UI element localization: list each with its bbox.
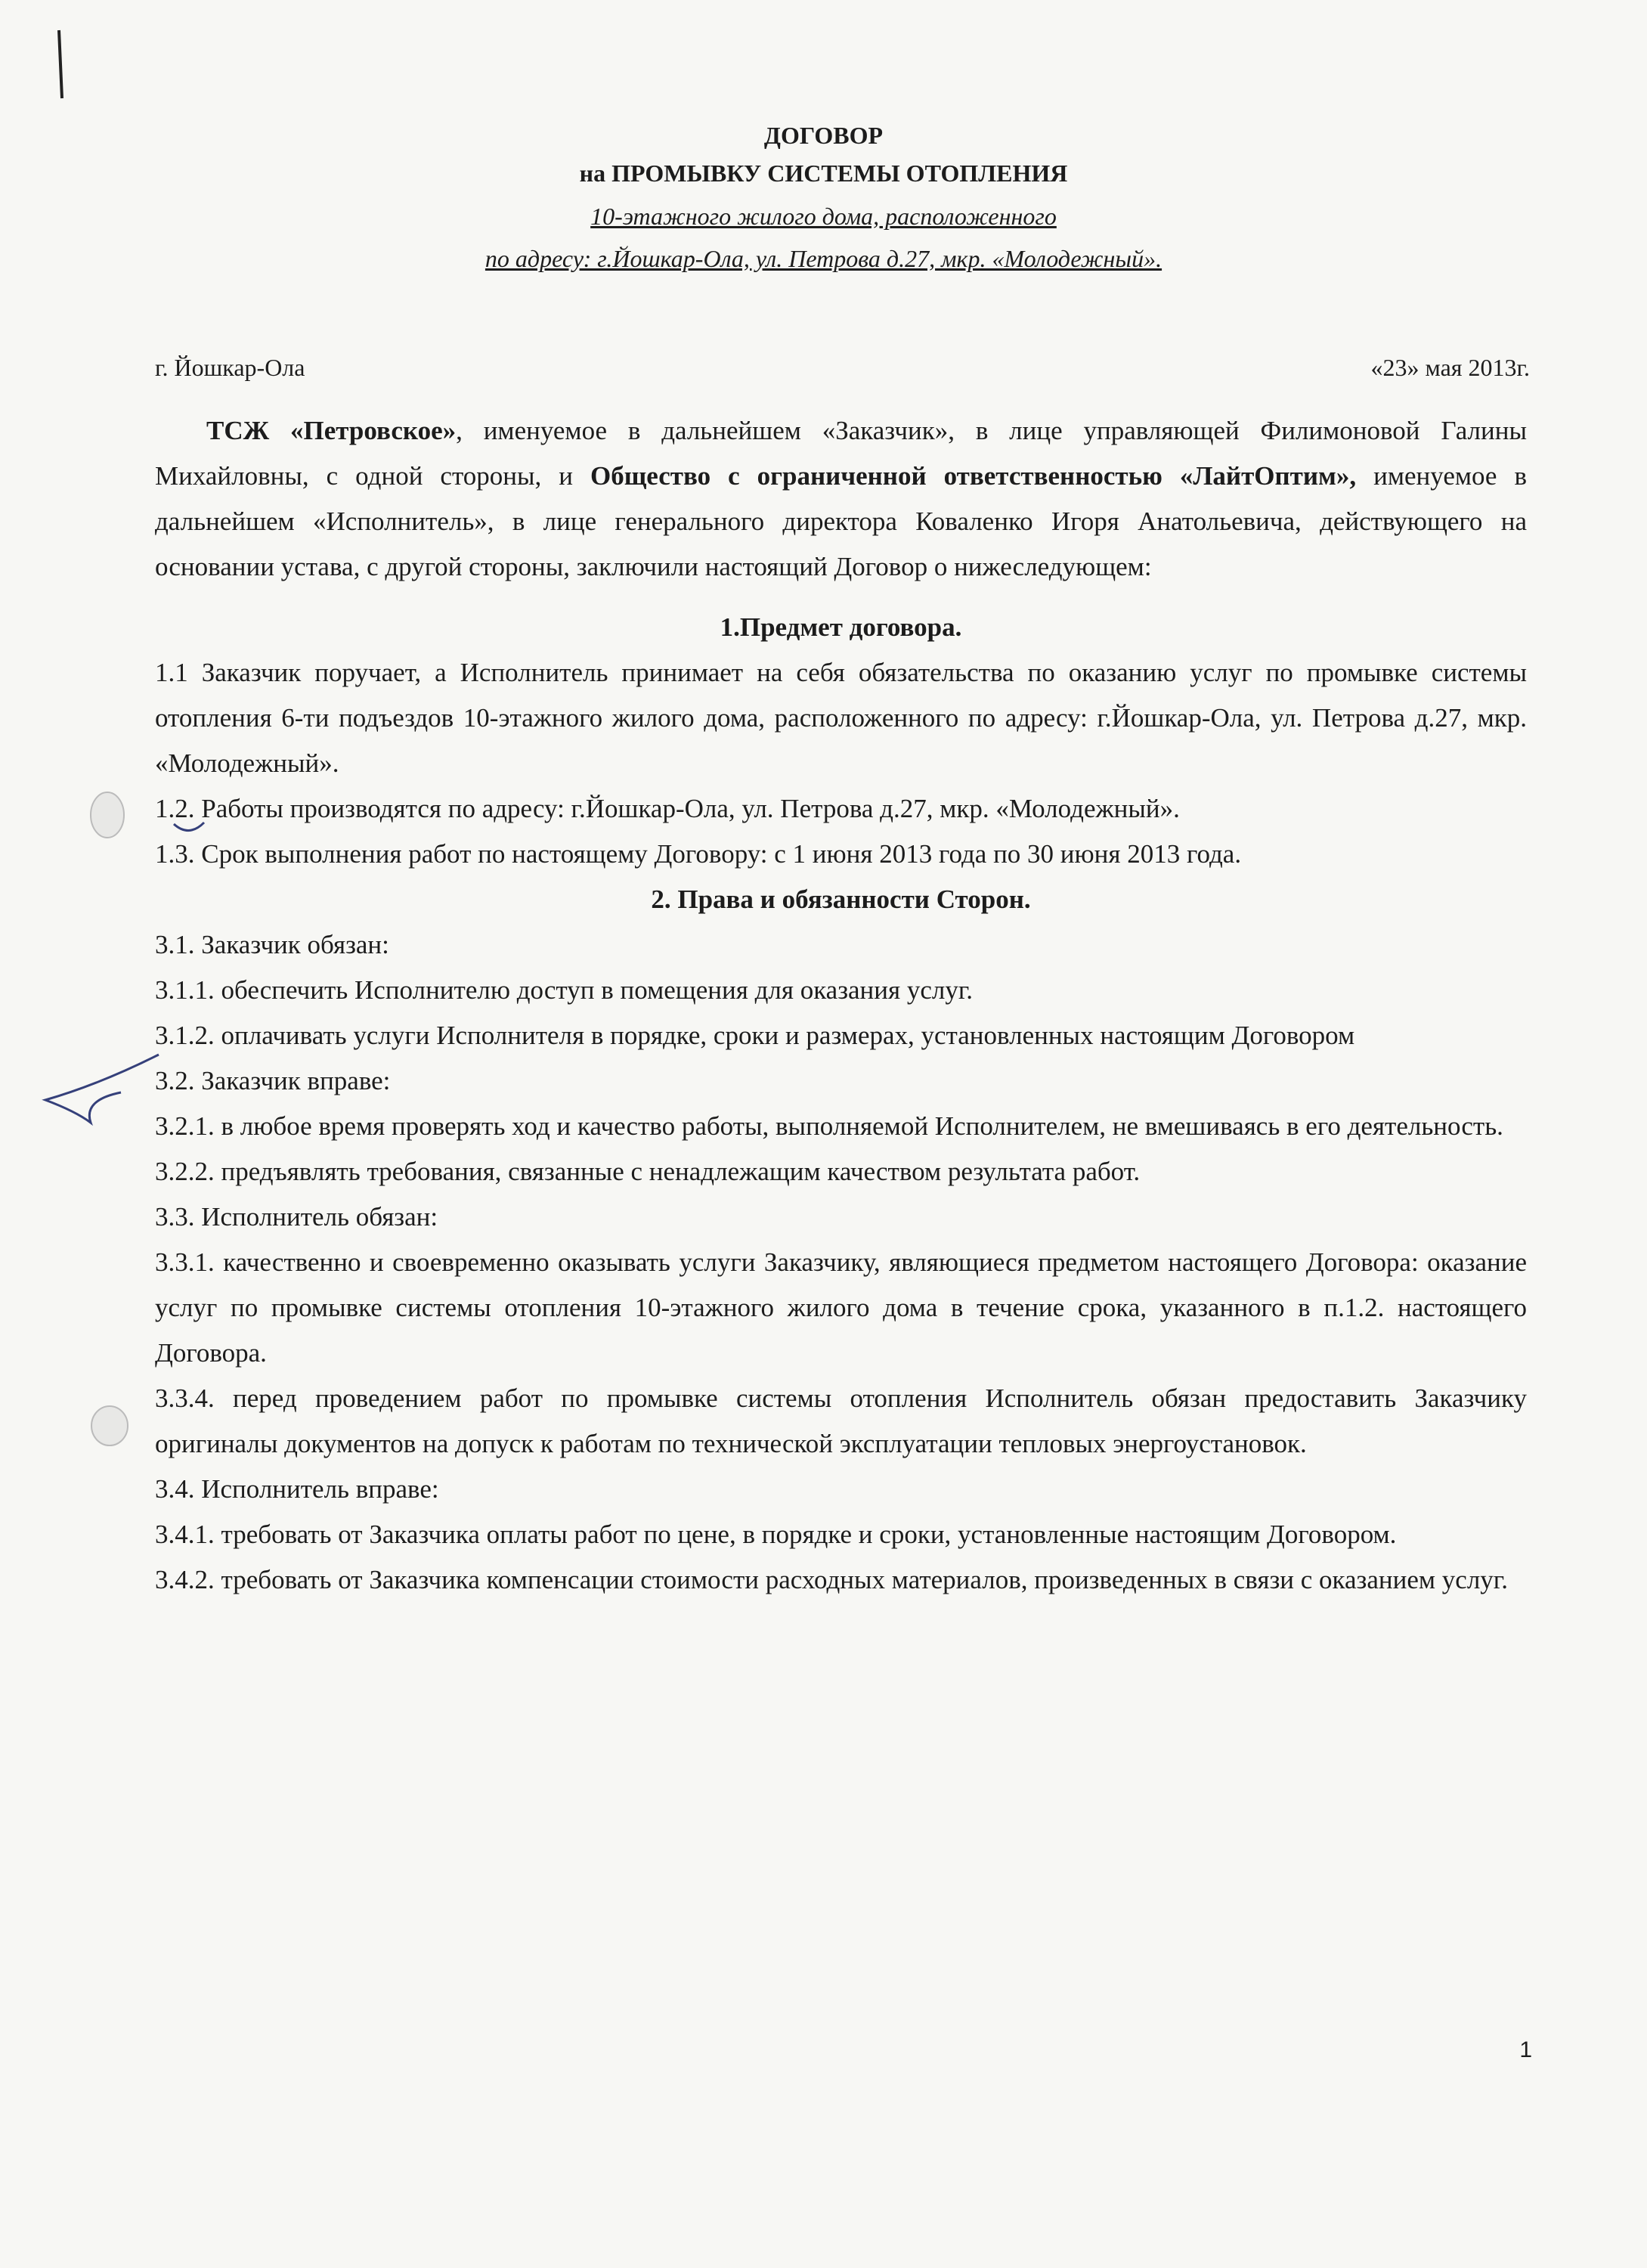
contract-place: г. Йошкар-Ола bbox=[155, 354, 305, 381]
clause-3-1: 3.1. Заказчик обязан: bbox=[155, 930, 389, 959]
punch-hole-top bbox=[91, 792, 124, 838]
clause-3-3: 3.3. Исполнитель обязан: bbox=[155, 1202, 438, 1232]
margin-pen-mark bbox=[59, 30, 62, 98]
page-number: 1 bbox=[1519, 2037, 1532, 2062]
clause-3-2: 3.2. Заказчик вправе: bbox=[155, 1066, 391, 1095]
clause-1-2: 1.2. Работы производятся по адресу: г.Йошкар-Ола, ул. Петрова д.27, мкр. «Молодежный». bbox=[155, 794, 1180, 823]
clause-3-1-1: 3.1.1. обеспечить Исполнителю доступ в помещения для оказания услуг. bbox=[155, 975, 974, 1005]
contract-title: ДОГОВОР bbox=[763, 122, 884, 149]
clause-1-1: 1.1 Заказчик поручает, а Исполнитель принимает на себя обязательства по оказанию услуг по промывке системы отопления 6-ти подъездов 10-этажного жилого дома, расположенного по адресу: г.Йошкар-Ола, ул. Петрова д.27, мкр. «Молодежный». bbox=[155, 658, 1527, 778]
clause-3-3-1: 3.3.1. качественно и своевременно оказывать услуги Заказчику, являющиеся предметом настоящего Договора: оказание услуг по промывке системы отопления 10-этажного жилого дома в течение срока, указанного в п.1.2. настоящего Договора. bbox=[155, 1247, 1527, 1368]
clause-3-4-1: 3.4.1. требовать от Заказчика оплаты работ по цене, в порядке и сроки, установленные настоящим Договором. bbox=[155, 1520, 1397, 1549]
contract-subtitle: на ПРОМЫВКУ СИСТЕМЫ ОТОПЛЕНИЯ bbox=[579, 160, 1068, 187]
preamble: ТСЖ «Петровское», именуемое в дальнейшем «Заказчик», в лице управляющей Филимоновой Галины Михайловны, с одной стороны, и Общество с ограниченной ответственностью «ЛайтОптим», именуемое в дальнейшем «Исполнитель», в лице генерального директора Коваленко Игоря Анатольевича, действующего на основании устава, с другой стороны, заключили настоящий Договор о нижеследующем: bbox=[155, 416, 1527, 581]
clause-3-2-1: 3.2.1. в любое время проверять ход и качество работы, выполняемой Исполнителем, не вмешиваясь в его деятельность. bbox=[155, 1111, 1503, 1141]
handwritten-bracket bbox=[45, 1055, 159, 1123]
clause-3-4-2: 3.4.2. требовать от Заказчика компенсации стоимости расходных материалов, произведенных в связи с оказанием услуг. bbox=[155, 1565, 1508, 1594]
section2-title: 2. Права и обязанности Сторон. bbox=[651, 885, 1031, 914]
punch-hole-bottom bbox=[91, 1406, 128, 1445]
contract-date: «23» мая 2013г. bbox=[1370, 354, 1530, 381]
contract-body bbox=[155, 408, 1527, 1603]
section1-title: 1.Предмет договора. bbox=[720, 612, 962, 642]
clause-3-4: 3.4. Исполнитель вправе: bbox=[155, 1474, 439, 1504]
object-line: 10-этажного жилого дома, расположенного bbox=[590, 203, 1057, 230]
address-line: по адресу: г.Йошкар-Ола, ул. Петрова д.27, мкр. «Молодежный». bbox=[485, 245, 1162, 272]
clause-3-1-2: 3.1.2. оплачивать услуги Исполнителя в порядке, сроки и размерах, установленных настоящим Договором bbox=[155, 1021, 1355, 1050]
clause-3-2-2: 3.2.2. предъявлять требования, связанные с ненадлежащим качеством результата работ. bbox=[155, 1157, 1141, 1186]
clause-1-3: 1.3. Срок выполнения работ по настоящему Договору: с 1 июня 2013 года по 30 июня 2013 года. bbox=[155, 839, 1242, 869]
clause-3-3-4: 3.3.4. перед проведением работ по промывке системы отопления Исполнитель обязан предоставить Заказчику оригиналы документов на допуск к работам по технической эксплуатации тепловых энергоустановок. bbox=[155, 1383, 1527, 1458]
